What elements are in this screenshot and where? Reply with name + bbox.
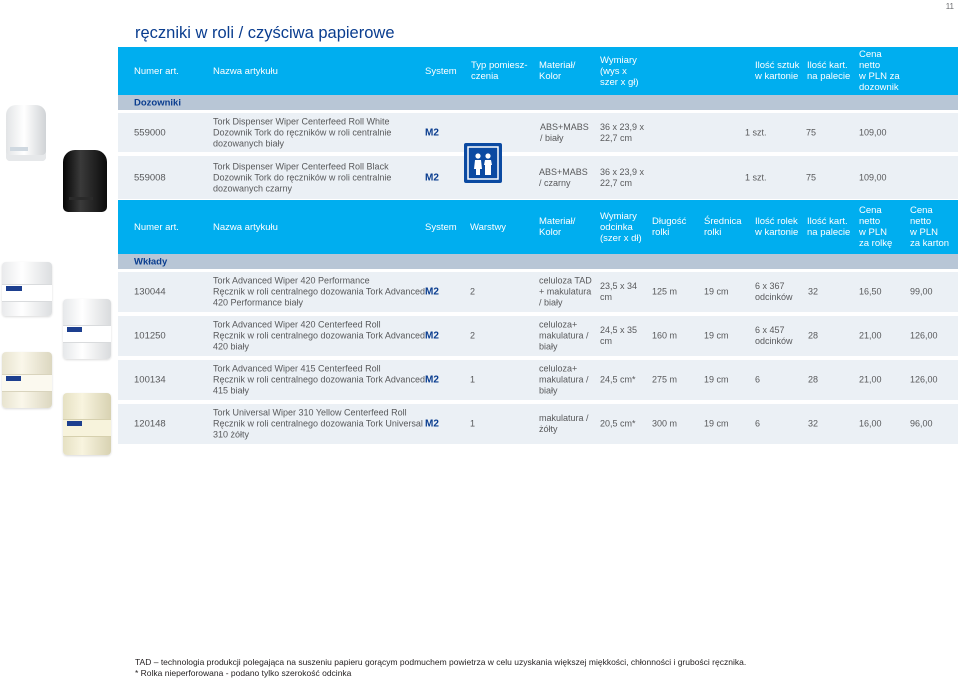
cell-price: 109,00	[859, 172, 887, 182]
cell-name: Tork Dispenser Wiper Centerfeed Roll White Dozownik Tork do ręczników w roli centralnie dozowanych biały	[213, 116, 392, 148]
cell-material: celuloza+ makulatura / biały	[539, 363, 589, 396]
footnote-tad: TAD – technologia produkcji polegająca na suszeniu papieru gorącym podmuchem powietrza w celu uzyskania większej miękkości, chłonności i grubości ręcznika.	[135, 657, 747, 667]
dispenser-white-image	[6, 105, 46, 161]
col-id: Numer art.	[134, 66, 179, 77]
cell-dimensions: 36 x 23,9 x 22,7 cm	[600, 121, 645, 143]
cell-boxes-pallet: 28	[808, 330, 819, 341]
roll-100134-image	[2, 352, 52, 408]
cell-sheet: 23,5 x 34 cm	[600, 281, 638, 302]
cell-sheet: 24,5 cm*	[600, 374, 636, 385]
cell-boxes-pallet: 28	[808, 374, 819, 385]
cell-price-box: 126,00	[910, 330, 938, 341]
cell-layers: 2	[470, 330, 476, 341]
col-pcs-box: Ilość sztuk w kartonie	[755, 60, 800, 82]
cell-price-box: 99,00	[910, 286, 933, 297]
cell-layers: 1	[470, 374, 476, 385]
cell-id: 559008	[134, 172, 166, 183]
cell-sheet: 24,5 x 35 cm	[600, 325, 638, 346]
table-row	[118, 404, 958, 444]
cell-id: 130044	[134, 286, 166, 298]
cell-material: makulatura / żółty	[539, 413, 589, 434]
cell-rolls-box: 6	[755, 418, 761, 429]
cell-price-roll: 16,50	[859, 286, 882, 297]
cell-boxes-pallet: 32	[808, 286, 819, 297]
cell-rolls-box: 6 x 367 odcinków	[755, 281, 793, 302]
col-diameter: Średnica rolki	[704, 216, 742, 238]
col-boxes-pallet: Ilość kart. na palecie	[807, 216, 851, 238]
col-price-roll: Cena netto w PLN za rolkę	[859, 205, 893, 249]
section-refills-label: Wkłady	[134, 256, 168, 267]
col-material: Materiał/ Kolor	[539, 216, 576, 238]
cell-name: Tork Advanced Wiper 420 Performance Ręcznik w roli centralnego dozowania Tork Advanced 420 Performance biały	[213, 275, 425, 308]
col-layers: Warstwy	[470, 222, 507, 233]
cell-system: M2	[425, 127, 439, 138]
col-rolls-box: Ilość rolek w kartonie	[755, 216, 799, 238]
cell-diameter: 19 cm	[704, 418, 729, 429]
cell-material: ABS+MABS / czarny	[539, 166, 588, 188]
col-sheet: Wymiary odcinka (szer x dł)	[600, 211, 642, 244]
washroom-icon	[464, 143, 502, 183]
cell-system: M2	[425, 330, 439, 342]
cell-price-roll: 21,00	[859, 374, 882, 385]
cell-layers: 2	[470, 286, 476, 297]
cell-dimensions: 36 x 23,9 x 22,7 cm	[600, 166, 645, 188]
cell-price-box: 96,00	[910, 418, 933, 429]
page-title: ręczniki w roli / czyściwa papierowe	[135, 24, 395, 42]
cell-length: 275 m	[652, 374, 678, 385]
cell-boxes-pallet: 32	[808, 418, 819, 429]
col-dimensions: Wymiary (wys x szer x gł)	[600, 55, 639, 88]
cell-id: 559000	[134, 127, 166, 138]
col-name: Nazwa artykułu	[213, 66, 278, 77]
cell-rolls-box: 6	[755, 374, 761, 385]
cell-boxes-pallet: 75	[806, 127, 817, 137]
cell-name: Tork Dispenser Wiper Centerfeed Roll Black Dozownik Tork do ręczników w roli centralnie dozowanych czarny	[213, 161, 392, 193]
cell-name: Tork Advanced Wiper 415 Centerfeed Roll Ręcznik w roli centralnego dozowania Tork Advanced 415 biały	[213, 363, 425, 396]
footnote-unperforated: * Rolka nieperforowana - podano tylko szerokość odcinka	[135, 668, 352, 678]
cell-price: 109,00	[859, 127, 887, 137]
col-length: Długość rolki	[652, 216, 687, 238]
table-row	[118, 272, 958, 312]
cell-length: 160 m	[652, 330, 678, 341]
dispensers-table-header	[118, 47, 958, 95]
cell-diameter: 19 cm	[704, 330, 729, 341]
cell-layers: 1	[470, 418, 476, 429]
section-dispensers-label: Dozowniki	[134, 97, 181, 108]
cell-price-roll: 16,00	[859, 418, 882, 429]
cell-name: Tork Advanced Wiper 420 Centerfeed Roll Ręcznik w roli centralnego dozowania Tork Advanced 420 biały	[213, 319, 425, 352]
cell-system: M2	[425, 374, 439, 386]
page-number: 11	[945, 2, 954, 11]
col-boxes-pallet: Ilość kart. na palecie	[807, 60, 851, 82]
cell-name: Tork Universal Wiper 310 Yellow Centerfeed Roll Ręcznik w roli centralnego dozowania Tork Universal 310 żółty	[213, 407, 423, 440]
table-row	[118, 316, 958, 356]
cell-pcs-box: 1 szt.	[745, 172, 767, 182]
cell-sheet: 20,5 cm*	[600, 418, 636, 429]
cell-diameter: 19 cm	[704, 286, 729, 297]
table-row	[118, 113, 958, 152]
cell-system: M2	[425, 172, 439, 183]
table-row	[118, 360, 958, 400]
roll-120148-image	[63, 393, 111, 455]
roll-101250-image	[63, 299, 111, 359]
cell-material: celuloza+ makulatura / biały	[539, 319, 589, 352]
section-refills	[118, 254, 958, 269]
cell-system: M2	[425, 286, 439, 298]
cell-length: 300 m	[652, 418, 678, 429]
dispenser-black-image	[63, 150, 107, 212]
cell-price-roll: 21,00	[859, 330, 882, 341]
col-system: System	[425, 66, 457, 77]
refills-table-header	[118, 200, 958, 254]
table-row	[118, 156, 958, 199]
roll-130044-image	[2, 262, 52, 316]
col-system: System	[425, 222, 457, 233]
cell-pcs-box: 1 szt.	[745, 127, 767, 137]
cell-material: celuloza TAD + makulatura / biały	[539, 275, 592, 308]
cell-diameter: 19 cm	[704, 374, 729, 385]
col-material: Materiał/ Kolor	[539, 60, 576, 82]
cell-id: 100134	[134, 374, 166, 386]
cell-material: ABS+MABS / biały	[540, 121, 589, 143]
cell-system: M2	[425, 418, 439, 430]
cell-boxes-pallet: 75	[806, 172, 817, 182]
col-name: Nazwa artykułu	[213, 222, 278, 233]
cell-rolls-box: 6 x 457 odcinków	[755, 325, 793, 346]
section-dispensers	[118, 95, 958, 110]
col-price-box: Cena netto w PLN za karton	[910, 205, 950, 249]
cell-id: 101250	[134, 330, 166, 342]
cell-id: 120148	[134, 418, 166, 430]
col-type: Typ pomiesz- czenia	[471, 60, 528, 82]
col-price: Cena netto w PLN za dozownik	[859, 49, 900, 93]
col-id: Numer art.	[134, 222, 179, 233]
cell-price-box: 126,00	[910, 374, 938, 385]
cell-length: 125 m	[652, 286, 678, 297]
